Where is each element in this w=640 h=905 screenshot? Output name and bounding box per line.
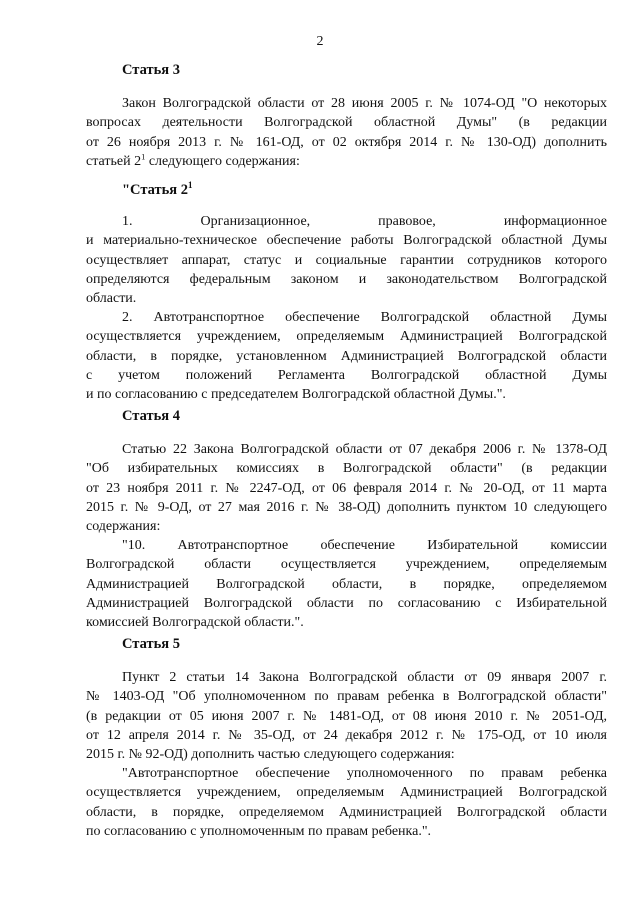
article-4-line: Статью 22 Закона Волгоградской области от 07 декабря 2006 г. № 1378-ОД xyxy=(122,442,607,457)
article-3-text xyxy=(86,94,607,171)
superscript: 1 xyxy=(141,151,146,162)
article-4-line: содержания: xyxy=(86,519,161,535)
article-4-text xyxy=(86,440,607,536)
article-2-1-heading-text: "Статья 2 xyxy=(122,182,189,198)
superscript: 1 xyxy=(188,180,193,191)
article-3-line-text: следующего содержания: xyxy=(145,153,300,169)
article-2-1-item-1 xyxy=(86,212,607,308)
page-number: 2 xyxy=(316,34,324,49)
quote-line: осуществляется учреждением, определяемым Администрацией Волгоградской xyxy=(86,785,607,801)
article-2-1-heading xyxy=(122,182,193,199)
item-2-line: области, в порядке, установленном Администрацией Волгоградской области xyxy=(86,348,607,364)
article-5-line: (в редакции от 05 июня 2007 г. № 1481-ОД, от 08 июня 2010 г. № 2051-ОД, xyxy=(86,708,607,724)
item-2-line: с учетом положений Регламента Волгоградской областной Думы xyxy=(86,367,607,383)
article-4-heading: Статья 4 xyxy=(122,408,180,424)
item-10-line: комиссией Волгоградской области.". xyxy=(86,615,304,631)
item-1-line: и материально-техническое обеспечение работы Волгоградской областной Думы xyxy=(86,233,607,249)
article-5-text xyxy=(86,668,607,764)
article-4-item-10 xyxy=(86,536,607,632)
item-10-line: Волгоградской области осуществляется учреждением, определяемым xyxy=(86,557,607,573)
item-1-line: определяются федеральным законом и законодательством Волгоградской xyxy=(86,271,607,287)
article-2-1-item-2 xyxy=(86,308,607,404)
item-2-line: осуществляется учреждением, определяемым Администрацией Волгоградской xyxy=(86,329,607,345)
article-4-line: "Об избирательных комиссиях в Волгоградской области" (в редакции xyxy=(86,461,607,477)
item-1-line: области. xyxy=(86,291,137,307)
item-10-line: Администрацией Волгоградской области по согласованию с Избирательной xyxy=(86,595,607,611)
article-3-heading: Статья 3 xyxy=(122,62,180,78)
item-2-line: и по согласованию с председателем Волгоградской областной Думы.". xyxy=(86,387,506,403)
article-5-line: от 12 апреля 2014 г. № 35-ОД, от 24 декабря 2012 г. № 175-ОД, от 10 июля xyxy=(86,727,607,743)
article-5-heading: Статья 5 xyxy=(122,636,180,652)
article-3-line: Закон Волгоградской области от 28 июня 2005 г. № 1074-ОД "О некоторых xyxy=(122,96,607,111)
item-10-line: "10. Автотранспортное обеспечение Избирательной комиссии xyxy=(122,538,607,553)
article-3-line: вопросах деятельности Волгоградской областной Думы" (в редакции xyxy=(86,115,607,131)
article-5-quote xyxy=(86,764,607,841)
article-3-line: от 26 ноября 2013 г. № 161-ОД, от 02 октября 2014 г. № 130-ОД) дополнить xyxy=(86,134,607,150)
article-3-line xyxy=(86,152,607,171)
article-5-line: Пункт 2 статьи 14 Закона Волгоградской области от 09 января 2007 г. xyxy=(122,670,607,685)
quote-line: по согласованию с уполномоченным по правам ребенка.". xyxy=(86,823,432,839)
item-1-line: 1. Организационное, правовое, информационное xyxy=(122,214,607,229)
article-5-line: 2015 г. № 92-ОД) дополнить частью следующего содержания: xyxy=(86,747,455,763)
quote-line: "Автотранспортное обеспечение уполномоченного по правам ребенка xyxy=(122,766,607,781)
item-1-line: осуществляет аппарат, статус и социальные гарантии сотрудников которого xyxy=(86,252,607,268)
article-3-line-text: статьей 2 xyxy=(86,153,142,169)
item-10-line: Администрацией Волгоградской области, в порядке, определяемом xyxy=(86,576,607,592)
article-4-line: 2015 г. № 9-ОД, от 27 мая 2016 г. № 38-ОД) дополнить пунктом 10 следующего xyxy=(86,499,607,515)
quote-line: области, в порядке, определяемом Администрацией Волгоградской области xyxy=(86,804,607,820)
item-2-line: 2. Автотранспортное обеспечение Волгоградской областной Думы xyxy=(122,310,607,325)
article-4-line: от 23 ноября 2011 г. № 2247-ОД, от 06 февраля 2014 г. № 20-ОД, от 11 марта xyxy=(86,480,607,496)
article-5-line: № 1403-ОД "Об уполномоченном по правам ребенка в Волгоградской области" xyxy=(86,689,607,705)
